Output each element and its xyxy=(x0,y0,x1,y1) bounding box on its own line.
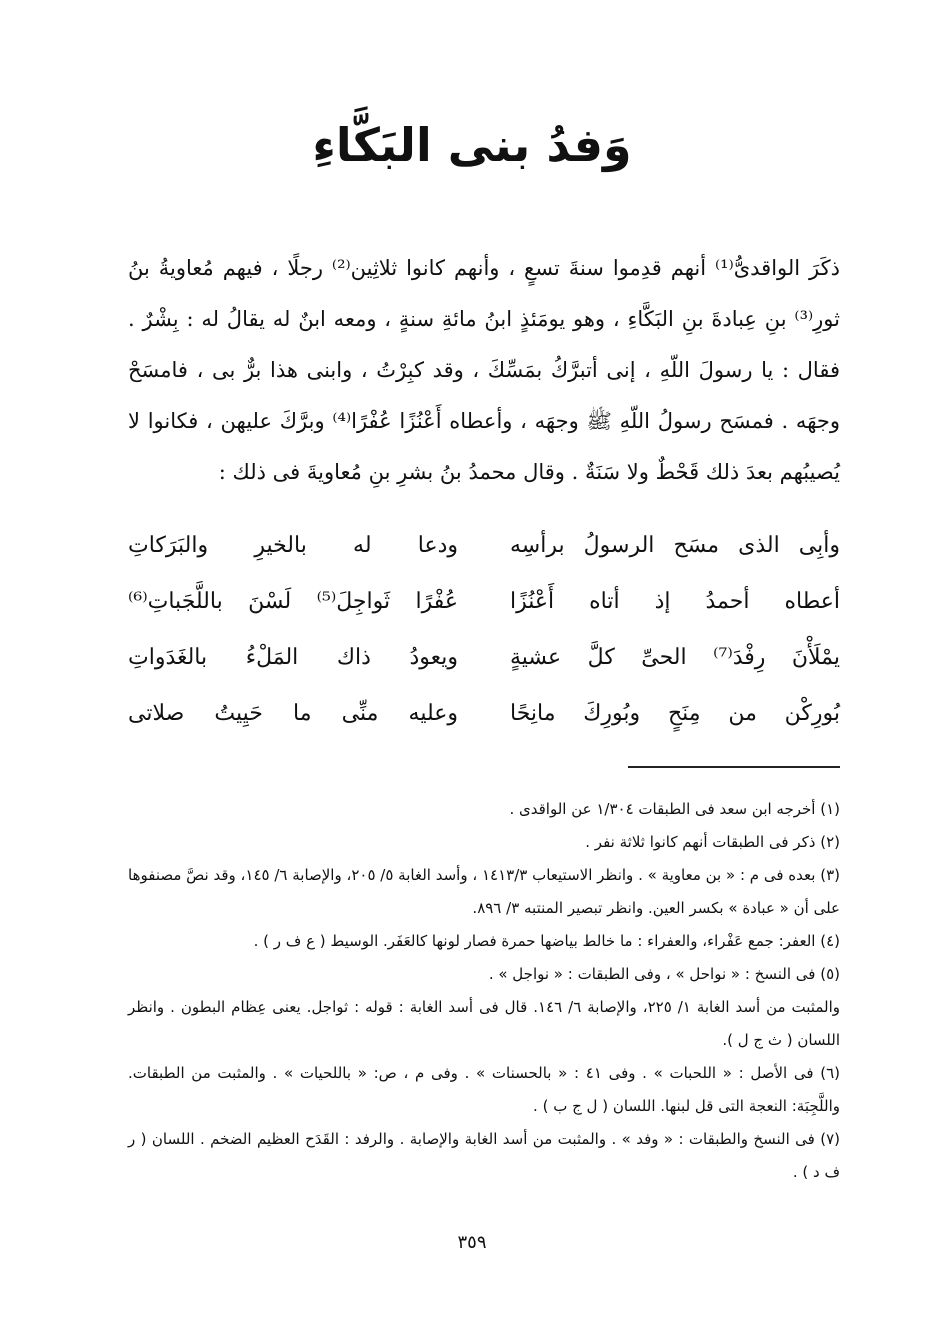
verse-first-hemistich: يمْلَأْنَ رِفْدَ⁽⁷⁾ الحىِّ كلَّ عشيةٍ xyxy=(510,645,840,670)
verse-first-hemistich: وأبِى الذى مسَح الرسولُ برأسِه xyxy=(510,533,840,558)
footnote: (٦) فى الأصل : « اللحبات » . وفى ٤١ : « بالحسنات » . وفى م ، ص: « باللحيات » . والمثبت من الطبقات. واللَّجِبَة: النعجة التى قل لبنها. اللسان ( ل ج ب ) . xyxy=(128,1064,841,1115)
page-number: ٣٥٩ xyxy=(457,1232,487,1253)
poem xyxy=(128,518,840,742)
poem-verse xyxy=(128,686,840,742)
verse-first-hemistich: بُورِكْن من مِنَحٍ وبُورِكَ مانِحًا xyxy=(510,701,840,726)
footnote: (٥) فى النسخ : « نواحل » ، وفى الطبقات : « نواجل » . xyxy=(488,965,840,983)
page-title: وَفدُ بنى البَكَّاءِ xyxy=(312,118,632,172)
verse-second-hemistich: عُفْرًا ثَواجِلَ⁽⁵⁾ لَسْنَ باللَّجَباتِ⁽⁶⁾ xyxy=(128,589,459,614)
footnote: (٧) فى النسخ والطبقات : « وفد » . والمثبت من أسد الغابة والإصابة . والرفد : القَدَح العظيم الضخم . اللسان ( ر ف د ) . xyxy=(128,1130,840,1181)
main-paragraph xyxy=(128,243,840,498)
paragraph-text: ذكَرَ الواقدىُّ⁽¹⁾ أنهم قدِموا سنةَ تسعٍ ، وأنهم كانوا ثلاثِين⁽²⁾ رجلًا ، فيهم مُعاويةُ بنُ ثورِ⁽³⁾ بنِ عِبادةَ بنِ البَكَّاءِ ، وهو يومَئذٍ ابنُ مائةِ سنةٍ ، ومعه ابنٌ له يقالُ له : بِشْرٌ . فقال : يا رسولَ اللّهِ ، إنى أتبرَّكُ بمَسِّكَ ، وقد كبِرْتُ ، وابنى هذا برٌّ بى ، فامسَحْ وجهَه . فمسَح رسولُ اللّهِ ﷺ وجهَه ، وأعطاه أَعْنُزًا عُفْرًا⁽⁴⁾ وبرَّكَ عليهن ، فكانوا لا يُصيبُهم بعدَ ذلك قَحْطٌ ولا سَنَةٌ . وقال محمدُ بنُ بشرِ بنِ مُعاويةَ فى ذلك : xyxy=(128,256,840,484)
verse-first-hemistich: أعطاه أحمدُ إذ أتاه أَعْنُزًا xyxy=(510,589,840,614)
poem-verse xyxy=(128,630,840,686)
verse-second-hemistich: وعليه منِّى ما حَيِيتُ صلاتى xyxy=(128,701,458,726)
footnotes xyxy=(128,793,840,1189)
footnote: (١) أخرجه ابن سعد فى الطبقات ١/٣٠٤ عن الواقدى . xyxy=(509,800,840,818)
verse-second-hemistich: ويعودُ ذاك المَلْءُ بالغَدَواتِ xyxy=(128,645,458,670)
poem-verse xyxy=(128,518,840,574)
footnote-divider xyxy=(628,766,840,768)
verse-second-hemistich: ودعا له بالخيرِ والبَرَكاتِ xyxy=(128,533,458,558)
poem-verse xyxy=(128,574,840,630)
footnote: (٣) بعده فى م : « بن معاوية » . وانظر الاستيعاب ١٤١٣/٣ ، وأسد الغابة ٥/ ٢٠٥، والإصابة ٦/ ١٤٥، وقد نصَّ مصنفوها على أن « عبادة » بكسر العين. وانظر تبصير المنتبه ٣/ ٨٩٦. xyxy=(128,866,840,917)
footnote: والمثبت من أسد الغابة ١/ ٢٢٥، والإصابة ٦/ ١٤٦. قال فى أسد الغابة : قوله : ثواجل. يعنى عِظام البطون . وانظر اللسان ( ث ج ل ). xyxy=(128,998,840,1049)
footnote: (٤) العفر: جمع عَفْراء، والعفراء : ما خالط بياضها حمرة فصار لونها كالعَفَر. الوسيط ( ع ف ر ) . xyxy=(253,932,840,950)
footnote: (٢) ذكر فى الطبقات أنهم كانوا ثلاثة نفر . xyxy=(585,833,840,851)
